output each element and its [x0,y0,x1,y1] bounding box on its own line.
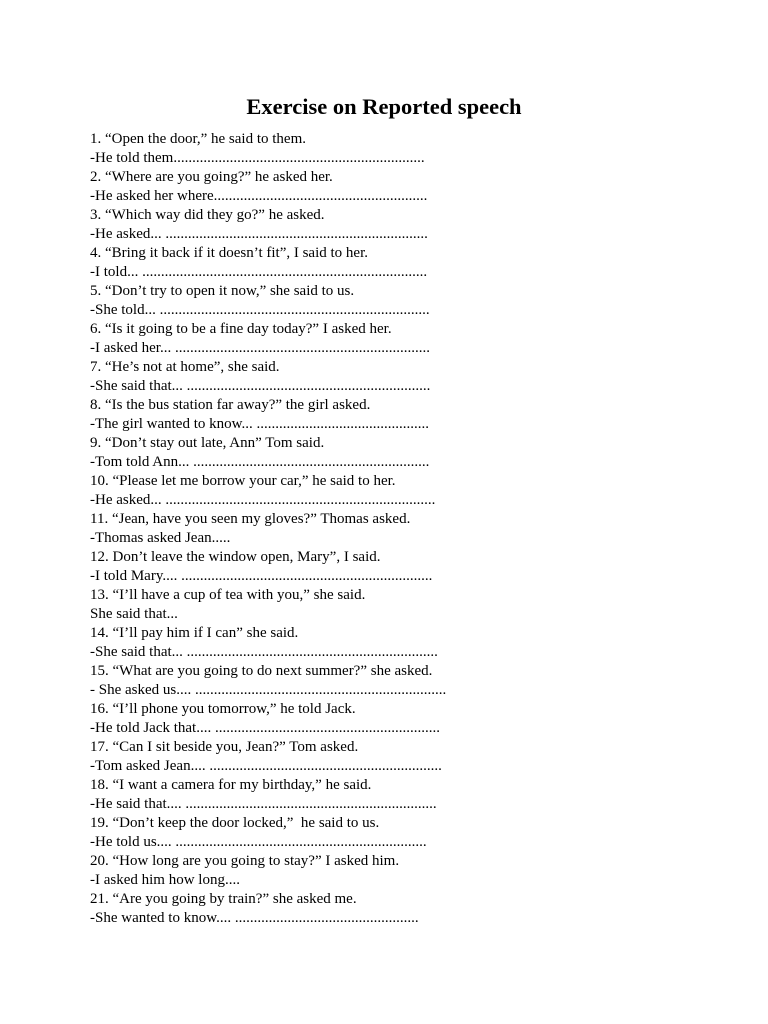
exercise-prompt-18: 18. “I want a camera for my birthday,” he said. [90,777,372,793]
exercise-prompt-15: 15. “What are you going to do next summer?” she asked. [90,663,433,679]
exercise-prompt-14: 14. “I’ll pay him if I can” she said. [90,625,299,641]
exercise-prompt-19: 19. “Don’t keep the door locked,” he said to us. [90,815,380,831]
exercise-answer-line-3: -He asked... ...................................................................... [90,226,428,242]
exercise-prompt-13: 13. “I’ll have a cup of tea with you,” she said. [90,587,366,603]
exercise-answer-line-19: -He told us.... ................................................................... [90,834,427,850]
exercise-list [90,130,730,928]
exercise-prompt-12: 12. Don’t leave the window open, Mary”, I said. [90,549,381,565]
exercise-answer-line-15: - She asked us.... ................................................................... [90,682,447,698]
exercise-prompt-17: 17. “Can I sit beside you, Jean?” Tom asked. [90,739,359,755]
page-title: Exercise on Reported speech [246,94,522,119]
exercise-answer-line-6: -I asked her... .................................................................... [90,340,430,356]
exercise-answer-line-2: -He asked her where......................................................... [90,188,428,204]
exercise-answer-line-12: -I told Mary.... ................................................................... [90,568,433,584]
exercise-prompt-16: 16. “I’ll phone you tomorrow,” he told Jack. [90,701,356,717]
exercise-answer-line-17: -Tom asked Jean.... .............................................................. [90,758,442,774]
exercise-prompt-20: 20. “How long are you going to stay?” I asked him. [90,853,400,869]
exercise-answer-line-7: -She said that... ................................................................. [90,378,431,394]
exercise-answer-line-1: -He told them................................................................... [90,150,425,166]
exercise-answer-line-16: -He told Jack that.... ............................................................ [90,720,440,736]
exercise-answer-line-5: -She told... ........................................................................ [90,302,430,318]
exercise-answer-line-11: -Thomas asked Jean..... [90,530,231,546]
exercise-answer-line-14: -She said that... ................................................................... [90,644,438,660]
exercise-answer-line-18: -He said that.... ................................................................... [90,796,437,812]
exercise-prompt-4: 4. “Bring it back if it doesn’t fit”, I said to her. [90,245,368,261]
exercise-prompt-6: 6. “Is it going to be a fine day today?” I asked her. [90,321,392,337]
exercise-prompt-3: 3. “Which way did they go?” he asked. [90,207,325,223]
exercise-prompt-7: 7. “He’s not at home”, she said. [90,359,280,375]
exercise-prompt-8: 8. “Is the bus station far away?” the girl asked. [90,397,371,413]
exercise-answer-line-9: -Tom told Ann... ............................................................... [90,454,430,470]
exercise-answer-line-20: -I asked him how long.... [90,872,240,888]
exercise-prompt-1: 1. “Open the door,” he said to them. [90,131,307,147]
exercise-answer-line-21: -She wanted to know.... ................................................. [90,910,419,926]
exercise-answer-line-10: -He asked... ........................................................................ [90,492,436,508]
exercise-prompt-21: 21. “Are you going by train?” she asked me. [90,891,357,907]
exercise-answer-line-4: -I told... ............................................................................ [90,264,428,280]
exercise-prompt-10: 10. “Please let me borrow your car,” he said to her. [90,473,396,489]
exercise-prompt-5: 5. “Don’t try to open it now,” she said to us. [90,283,355,299]
exercise-prompt-9: 9. “Don’t stay out late, Ann” Tom said. [90,435,325,451]
exercise-prompt-11: 11. “Jean, have you seen my gloves?” Thomas asked. [90,511,411,527]
exercise-answer-line-13: She said that... [90,606,178,622]
exercise-prompt-2: 2. “Where are you going?” he asked her. [90,169,333,185]
exercise-answer-line-8: -The girl wanted to know... .............................................. [90,416,429,432]
